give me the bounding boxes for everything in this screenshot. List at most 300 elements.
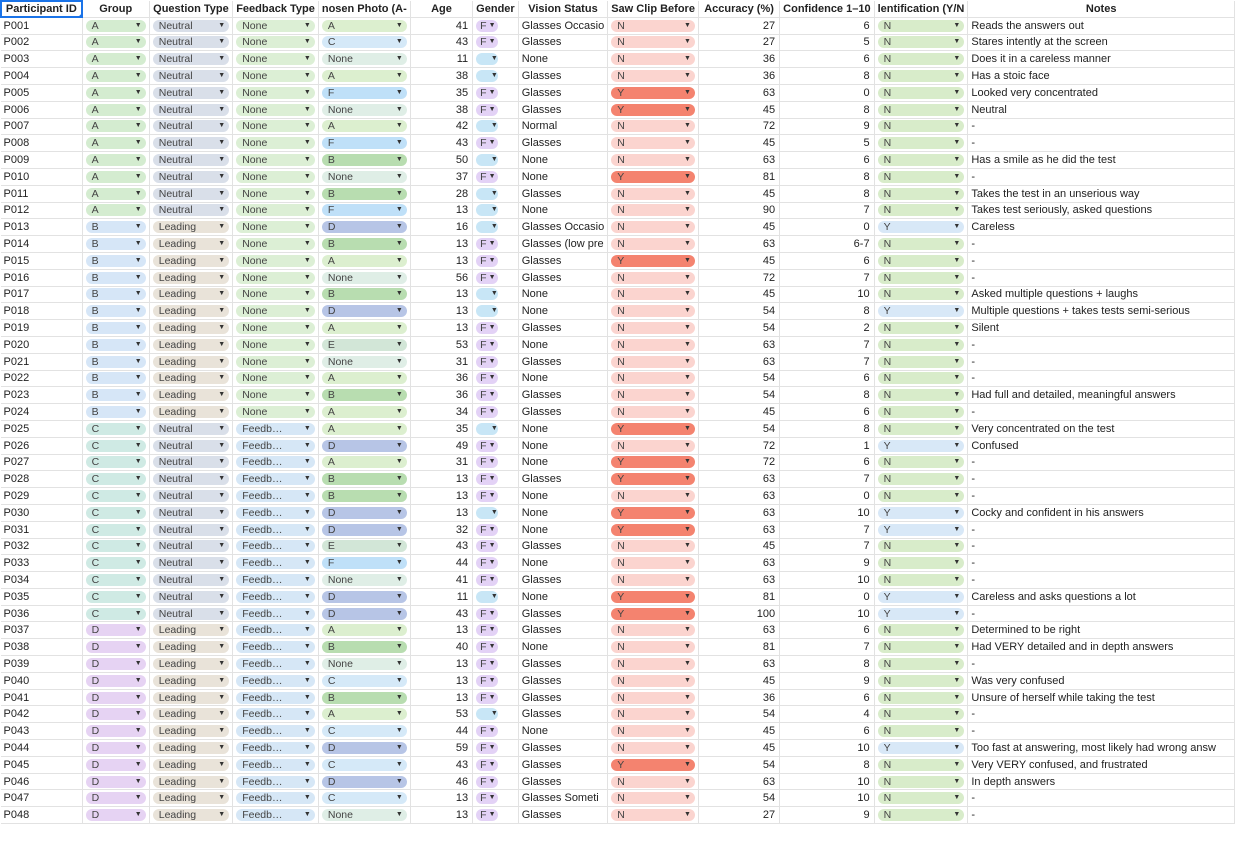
dropdown-arrow-icon[interactable]: ▼ [218, 727, 226, 735]
question-type-chip[interactable] [153, 255, 229, 267]
confidence-cell[interactable]: 6 [780, 454, 874, 471]
notes-cell[interactable]: Very VERY confused, and frustrated [968, 756, 1235, 773]
participant-id-cell[interactable]: P027 [1, 454, 83, 471]
dropdown-arrow-icon[interactable]: ▼ [134, 559, 142, 567]
dropdown-arrow-icon[interactable]: ▼ [684, 441, 691, 449]
dropdown-arrow-icon[interactable]: ▼ [684, 240, 691, 248]
gender-cell[interactable] [473, 353, 519, 370]
dropdown-arrow-icon[interactable]: ▼ [953, 273, 961, 281]
dropdown-arrow-icon[interactable]: ▼ [218, 559, 226, 567]
dropdown-arrow-icon[interactable]: ▼ [303, 189, 311, 197]
dropdown-arrow-icon[interactable]: ▼ [218, 458, 226, 466]
group-cell[interactable] [82, 538, 149, 555]
feedback-type-cell[interactable] [233, 84, 319, 101]
group-chip[interactable] [86, 20, 146, 32]
dropdown-arrow-icon[interactable]: ▼ [488, 391, 496, 399]
dropdown-arrow-icon[interactable]: ▼ [953, 256, 961, 264]
saw-clip-cell[interactable] [608, 303, 699, 320]
accuracy-cell[interactable]: 90 [698, 202, 779, 219]
identification-chip[interactable] [878, 624, 965, 636]
age-cell[interactable]: 41 [410, 17, 472, 34]
dropdown-arrow-icon[interactable]: ▼ [488, 139, 496, 147]
photo-chip[interactable] [322, 154, 407, 166]
question-type-chip[interactable] [153, 104, 229, 116]
dropdown-arrow-icon[interactable]: ▼ [953, 743, 961, 751]
identification-chip[interactable] [878, 574, 965, 586]
feedback-type-chip[interactable] [236, 591, 315, 603]
identification-chip[interactable] [878, 356, 965, 368]
accuracy-cell[interactable]: 63 [698, 236, 779, 253]
identification-cell[interactable] [874, 605, 968, 622]
identification-chip[interactable] [878, 809, 965, 821]
vision-status-cell[interactable]: None [518, 336, 608, 353]
dropdown-arrow-icon[interactable]: ▼ [218, 777, 226, 785]
question-type-chip[interactable] [153, 792, 229, 804]
question-type-cell[interactable] [149, 471, 232, 488]
identification-chip[interactable] [878, 339, 965, 351]
identification-chip[interactable] [878, 36, 965, 48]
gender-chip[interactable] [476, 188, 498, 200]
group-cell[interactable] [82, 236, 149, 253]
photo-cell[interactable] [318, 471, 410, 488]
dropdown-arrow-icon[interactable]: ▼ [303, 609, 311, 617]
question-type-chip[interactable] [153, 490, 229, 502]
identification-chip[interactable] [878, 507, 965, 519]
feedback-type-cell[interactable] [233, 689, 319, 706]
accuracy-cell[interactable]: 54 [698, 706, 779, 723]
gender-chip[interactable] [476, 692, 498, 704]
dropdown-arrow-icon[interactable]: ▼ [134, 290, 142, 298]
saw-clip-cell[interactable] [608, 286, 699, 303]
dropdown-arrow-icon[interactable]: ▼ [953, 710, 961, 718]
age-cell[interactable]: 13 [410, 488, 472, 505]
dropdown-arrow-icon[interactable]: ▼ [953, 424, 961, 432]
dropdown-arrow-icon[interactable]: ▼ [303, 794, 311, 802]
notes-cell[interactable]: Unsure of herself while taking the test [968, 689, 1235, 706]
accuracy-cell[interactable]: 54 [698, 370, 779, 387]
confidence-cell[interactable]: 6 [780, 252, 874, 269]
dropdown-arrow-icon[interactable]: ▼ [395, 659, 403, 667]
group-chip[interactable] [86, 473, 146, 485]
identification-chip[interactable] [878, 70, 965, 82]
dropdown-arrow-icon[interactable]: ▼ [303, 223, 311, 231]
age-cell[interactable]: 13 [410, 504, 472, 521]
identification-cell[interactable] [874, 118, 968, 135]
photo-chip[interactable] [322, 725, 407, 737]
dropdown-arrow-icon[interactable]: ▼ [490, 508, 498, 516]
gender-cell[interactable] [473, 756, 519, 773]
participant-id-cell[interactable]: P017 [1, 286, 83, 303]
vision-status-cell[interactable]: Glasses Occasio [518, 219, 608, 236]
notes-cell[interactable]: - [968, 488, 1235, 505]
photo-chip[interactable] [322, 591, 407, 603]
confidence-cell[interactable]: 8 [780, 656, 874, 673]
gender-cell[interactable] [473, 689, 519, 706]
group-chip[interactable] [86, 809, 146, 821]
identification-cell[interactable] [874, 185, 968, 202]
dropdown-arrow-icon[interactable]: ▼ [488, 811, 496, 819]
participant-id-cell[interactable]: P037 [1, 622, 83, 639]
age-cell[interactable]: 13 [410, 807, 472, 824]
gender-chip[interactable] [476, 540, 498, 552]
group-cell[interactable] [82, 790, 149, 807]
dropdown-arrow-icon[interactable]: ▼ [303, 492, 311, 499]
gender-cell[interactable] [473, 672, 519, 689]
feedback-type-chip[interactable] [236, 809, 315, 821]
feedback-type-cell[interactable] [233, 656, 319, 673]
group-chip[interactable] [86, 339, 146, 351]
dropdown-arrow-icon[interactable]: ▼ [684, 324, 691, 332]
question-type-cell[interactable] [149, 740, 232, 757]
identification-chip[interactable] [878, 389, 965, 401]
feedback-type-cell[interactable] [233, 740, 319, 757]
feedback-type-cell[interactable] [233, 420, 319, 437]
notes-cell[interactable]: - [968, 370, 1235, 387]
age-cell[interactable]: 37 [410, 168, 472, 185]
question-type-cell[interactable] [149, 387, 232, 404]
dropdown-arrow-icon[interactable]: ▼ [395, 290, 403, 298]
dropdown-arrow-icon[interactable]: ▼ [953, 408, 961, 416]
identification-cell[interactable] [874, 521, 968, 538]
gender-chip[interactable] [476, 356, 498, 368]
gender-chip[interactable] [476, 53, 498, 65]
notes-cell[interactable]: - [968, 236, 1235, 253]
dropdown-arrow-icon[interactable]: ▼ [134, 424, 142, 432]
feedback-type-cell[interactable] [233, 538, 319, 555]
dropdown-arrow-icon[interactable]: ▼ [218, 256, 226, 264]
dropdown-arrow-icon[interactable]: ▼ [684, 542, 691, 550]
saw-clip-cell[interactable] [608, 320, 699, 337]
feedback-type-chip[interactable] [236, 238, 315, 250]
confidence-cell[interactable]: 6 [780, 17, 874, 34]
group-cell[interactable] [82, 723, 149, 740]
saw-clip-chip[interactable] [611, 288, 695, 300]
saw-clip-cell[interactable] [608, 454, 699, 471]
identification-cell[interactable] [874, 790, 968, 807]
participant-id-cell[interactable]: P020 [1, 336, 83, 353]
header-saw-clip-before[interactable]: Saw Clip Before [608, 1, 699, 18]
age-cell[interactable]: 41 [410, 572, 472, 589]
photo-cell[interactable] [318, 101, 410, 118]
accuracy-cell[interactable]: 63 [698, 521, 779, 538]
dropdown-arrow-icon[interactable]: ▼ [488, 777, 496, 785]
dropdown-arrow-icon[interactable]: ▼ [134, 760, 142, 768]
gender-cell[interactable] [473, 706, 519, 723]
feedback-type-chip[interactable] [236, 305, 315, 317]
dropdown-arrow-icon[interactable]: ▼ [490, 307, 498, 315]
accuracy-cell[interactable]: 54 [698, 790, 779, 807]
dropdown-arrow-icon[interactable]: ▼ [684, 256, 691, 264]
gender-chip[interactable] [476, 809, 498, 821]
question-type-chip[interactable] [153, 641, 229, 653]
confidence-cell[interactable]: 6 [780, 404, 874, 421]
dropdown-arrow-icon[interactable]: ▼ [134, 643, 142, 651]
vision-status-cell[interactable]: None [518, 588, 608, 605]
dropdown-arrow-icon[interactable]: ▼ [303, 374, 311, 382]
dropdown-arrow-icon[interactable]: ▼ [395, 811, 403, 819]
saw-clip-chip[interactable] [611, 356, 695, 368]
notes-cell[interactable]: Has a stoic face [968, 68, 1235, 85]
gender-chip[interactable] [476, 104, 498, 116]
photo-cell[interactable] [318, 370, 410, 387]
group-cell[interactable] [82, 488, 149, 505]
dropdown-arrow-icon[interactable]: ▼ [953, 55, 961, 63]
dropdown-arrow-icon[interactable]: ▼ [488, 575, 496, 583]
gender-cell[interactable] [473, 420, 519, 437]
vision-status-cell[interactable]: Glasses [518, 387, 608, 404]
dropdown-arrow-icon[interactable]: ▼ [488, 542, 496, 550]
dropdown-arrow-icon[interactable]: ▼ [303, 777, 311, 785]
vision-status-cell[interactable]: Glasses Someti [518, 790, 608, 807]
feedback-type-chip[interactable] [236, 624, 315, 636]
gender-cell[interactable] [473, 336, 519, 353]
photo-cell[interactable] [318, 504, 410, 521]
dropdown-arrow-icon[interactable]: ▼ [134, 21, 142, 29]
identification-cell[interactable] [874, 454, 968, 471]
saw-clip-cell[interactable] [608, 370, 699, 387]
dropdown-arrow-icon[interactable]: ▼ [684, 626, 691, 634]
dropdown-arrow-icon[interactable]: ▼ [488, 256, 496, 264]
feedback-type-cell[interactable] [233, 185, 319, 202]
saw-clip-chip[interactable] [611, 272, 695, 284]
saw-clip-chip[interactable] [611, 440, 695, 452]
dropdown-arrow-icon[interactable]: ▼ [395, 172, 403, 180]
accuracy-cell[interactable]: 45 [698, 286, 779, 303]
question-type-chip[interactable] [153, 692, 229, 704]
question-type-chip[interactable] [153, 288, 229, 300]
question-type-cell[interactable] [149, 538, 232, 555]
notes-cell[interactable]: - [968, 521, 1235, 538]
group-chip[interactable] [86, 792, 146, 804]
question-type-chip[interactable] [153, 120, 229, 132]
gender-cell[interactable] [473, 101, 519, 118]
identification-cell[interactable] [874, 152, 968, 169]
dropdown-arrow-icon[interactable]: ▼ [684, 357, 691, 365]
group-chip[interactable] [86, 406, 146, 418]
group-chip[interactable] [86, 87, 146, 99]
gender-cell[interactable] [473, 185, 519, 202]
group-chip[interactable] [86, 204, 146, 216]
accuracy-cell[interactable]: 72 [698, 437, 779, 454]
group-chip[interactable] [86, 255, 146, 267]
dropdown-arrow-icon[interactable]: ▼ [684, 710, 691, 718]
question-type-cell[interactable] [149, 420, 232, 437]
dropdown-arrow-icon[interactable]: ▼ [303, 575, 311, 583]
age-cell[interactable]: 13 [410, 286, 472, 303]
dropdown-arrow-icon[interactable]: ▼ [218, 475, 226, 483]
accuracy-cell[interactable]: 63 [698, 488, 779, 505]
group-cell[interactable] [82, 118, 149, 135]
confidence-cell[interactable]: 6 [780, 51, 874, 68]
participant-id-cell[interactable]: P038 [1, 639, 83, 656]
feedback-type-chip[interactable] [236, 53, 315, 65]
dropdown-arrow-icon[interactable]: ▼ [395, 559, 403, 567]
question-type-cell[interactable] [149, 101, 232, 118]
dropdown-arrow-icon[interactable]: ▼ [303, 324, 311, 332]
group-chip[interactable] [86, 490, 146, 502]
dropdown-arrow-icon[interactable]: ▼ [134, 391, 142, 399]
notes-cell[interactable]: Careless [968, 219, 1235, 236]
identification-chip[interactable] [878, 456, 965, 468]
dropdown-arrow-icon[interactable]: ▼ [303, 811, 311, 819]
dropdown-arrow-icon[interactable]: ▼ [395, 693, 403, 701]
photo-chip[interactable] [322, 692, 407, 704]
dropdown-arrow-icon[interactable]: ▼ [953, 492, 961, 499]
photo-chip[interactable] [322, 389, 407, 401]
identification-chip[interactable] [878, 725, 965, 737]
age-cell[interactable]: 53 [410, 336, 472, 353]
dropdown-arrow-icon[interactable]: ▼ [303, 475, 311, 483]
confidence-cell[interactable]: 6-7 [780, 236, 874, 253]
group-cell[interactable] [82, 471, 149, 488]
feedback-type-chip[interactable] [236, 641, 315, 653]
photo-cell[interactable] [318, 303, 410, 320]
dropdown-arrow-icon[interactable]: ▼ [303, 122, 311, 130]
identification-cell[interactable] [874, 706, 968, 723]
photo-cell[interactable] [318, 353, 410, 370]
confidence-cell[interactable]: 10 [780, 740, 874, 757]
group-cell[interactable] [82, 152, 149, 169]
group-chip[interactable] [86, 423, 146, 435]
dropdown-arrow-icon[interactable]: ▼ [953, 105, 961, 113]
age-cell[interactable]: 13 [410, 656, 472, 673]
question-type-chip[interactable] [153, 759, 229, 771]
group-cell[interactable] [82, 17, 149, 34]
dropdown-arrow-icon[interactable]: ▼ [303, 592, 311, 600]
dropdown-arrow-icon[interactable]: ▼ [134, 340, 142, 348]
photo-chip[interactable] [322, 557, 407, 569]
accuracy-cell[interactable]: 45 [698, 672, 779, 689]
dropdown-arrow-icon[interactable]: ▼ [218, 441, 226, 449]
dropdown-arrow-icon[interactable]: ▼ [684, 72, 691, 80]
question-type-cell[interactable] [149, 488, 232, 505]
photo-cell[interactable] [318, 706, 410, 723]
dropdown-arrow-icon[interactable]: ▼ [684, 172, 691, 180]
identification-cell[interactable] [874, 353, 968, 370]
saw-clip-cell[interactable] [608, 689, 699, 706]
identification-cell[interactable] [874, 538, 968, 555]
group-cell[interactable] [82, 68, 149, 85]
dropdown-arrow-icon[interactable]: ▼ [684, 290, 691, 298]
photo-chip[interactable] [322, 238, 407, 250]
dropdown-arrow-icon[interactable]: ▼ [218, 743, 226, 751]
saw-clip-chip[interactable] [611, 574, 695, 586]
confidence-cell[interactable]: 8 [780, 101, 874, 118]
question-type-chip[interactable] [153, 557, 229, 569]
dropdown-arrow-icon[interactable]: ▼ [684, 727, 691, 735]
photo-chip[interactable] [322, 188, 407, 200]
photo-chip[interactable] [322, 574, 407, 586]
header-notes[interactable]: Notes [968, 1, 1235, 18]
vision-status-cell[interactable]: Glasses [518, 807, 608, 824]
photo-cell[interactable] [318, 538, 410, 555]
feedback-type-chip[interactable] [236, 473, 315, 485]
vision-status-cell[interactable]: None [518, 437, 608, 454]
vision-status-cell[interactable]: Glasses [518, 622, 608, 639]
dropdown-arrow-icon[interactable]: ▼ [303, 391, 311, 399]
group-cell[interactable] [82, 605, 149, 622]
feedback-type-chip[interactable] [236, 36, 315, 48]
dropdown-arrow-icon[interactable]: ▼ [218, 794, 226, 802]
feedback-type-cell[interactable] [233, 773, 319, 790]
identification-cell[interactable] [874, 572, 968, 589]
feedback-type-chip[interactable] [236, 557, 315, 569]
feedback-type-chip[interactable] [236, 104, 315, 116]
gender-cell[interactable] [473, 572, 519, 589]
saw-clip-chip[interactable] [611, 809, 695, 821]
accuracy-cell[interactable]: 63 [698, 504, 779, 521]
feedback-type-cell[interactable] [233, 51, 319, 68]
saw-clip-cell[interactable] [608, 622, 699, 639]
dropdown-arrow-icon[interactable]: ▼ [134, 676, 142, 684]
dropdown-arrow-icon[interactable]: ▼ [953, 206, 961, 214]
dropdown-arrow-icon[interactable]: ▼ [395, 408, 403, 416]
gender-cell[interactable] [473, 588, 519, 605]
photo-cell[interactable] [318, 51, 410, 68]
question-type-chip[interactable] [153, 154, 229, 166]
dropdown-arrow-icon[interactable]: ▼ [953, 525, 961, 533]
saw-clip-chip[interactable] [611, 708, 695, 720]
group-chip[interactable] [86, 641, 146, 653]
dropdown-arrow-icon[interactable]: ▼ [953, 38, 961, 46]
feedback-type-cell[interactable] [233, 404, 319, 421]
question-type-chip[interactable] [153, 507, 229, 519]
vision-status-cell[interactable]: None [518, 639, 608, 656]
age-cell[interactable]: 40 [410, 639, 472, 656]
group-chip[interactable] [86, 524, 146, 536]
dropdown-arrow-icon[interactable]: ▼ [395, 88, 403, 96]
dropdown-arrow-icon[interactable]: ▼ [684, 38, 691, 46]
question-type-cell[interactable] [149, 51, 232, 68]
dropdown-arrow-icon[interactable]: ▼ [684, 559, 691, 567]
saw-clip-chip[interactable] [611, 255, 695, 267]
question-type-chip[interactable] [153, 137, 229, 149]
accuracy-cell[interactable]: 36 [698, 68, 779, 85]
confidence-cell[interactable]: 10 [780, 790, 874, 807]
identification-chip[interactable] [878, 423, 965, 435]
dropdown-arrow-icon[interactable]: ▼ [490, 424, 498, 432]
identification-chip[interactable] [878, 204, 965, 216]
gender-chip[interactable] [476, 440, 498, 452]
accuracy-cell[interactable]: 27 [698, 807, 779, 824]
identification-cell[interactable] [874, 303, 968, 320]
accuracy-cell[interactable]: 63 [698, 336, 779, 353]
feedback-type-cell[interactable] [233, 672, 319, 689]
age-cell[interactable]: 13 [410, 790, 472, 807]
saw-clip-cell[interactable] [608, 84, 699, 101]
age-cell[interactable]: 38 [410, 68, 472, 85]
feedback-type-chip[interactable] [236, 356, 315, 368]
notes-cell[interactable]: Careless and asks questions a lot [968, 588, 1235, 605]
identification-chip[interactable] [878, 557, 965, 569]
saw-clip-chip[interactable] [611, 137, 695, 149]
dropdown-arrow-icon[interactable]: ▼ [395, 575, 403, 583]
notes-cell[interactable]: Takes test seriously, asked questions [968, 202, 1235, 219]
identification-chip[interactable] [878, 675, 965, 687]
dropdown-arrow-icon[interactable]: ▼ [303, 21, 311, 29]
dropdown-arrow-icon[interactable]: ▼ [953, 374, 961, 382]
gender-chip[interactable] [476, 591, 498, 603]
dropdown-arrow-icon[interactable]: ▼ [134, 189, 142, 197]
participant-id-cell[interactable]: P031 [1, 521, 83, 538]
dropdown-arrow-icon[interactable]: ▼ [953, 139, 961, 147]
saw-clip-cell[interactable] [608, 336, 699, 353]
gender-cell[interactable] [473, 404, 519, 421]
question-type-chip[interactable] [153, 574, 229, 586]
dropdown-arrow-icon[interactable]: ▼ [134, 256, 142, 264]
dropdown-arrow-icon[interactable]: ▼ [395, 391, 403, 399]
feedback-type-cell[interactable] [233, 17, 319, 34]
